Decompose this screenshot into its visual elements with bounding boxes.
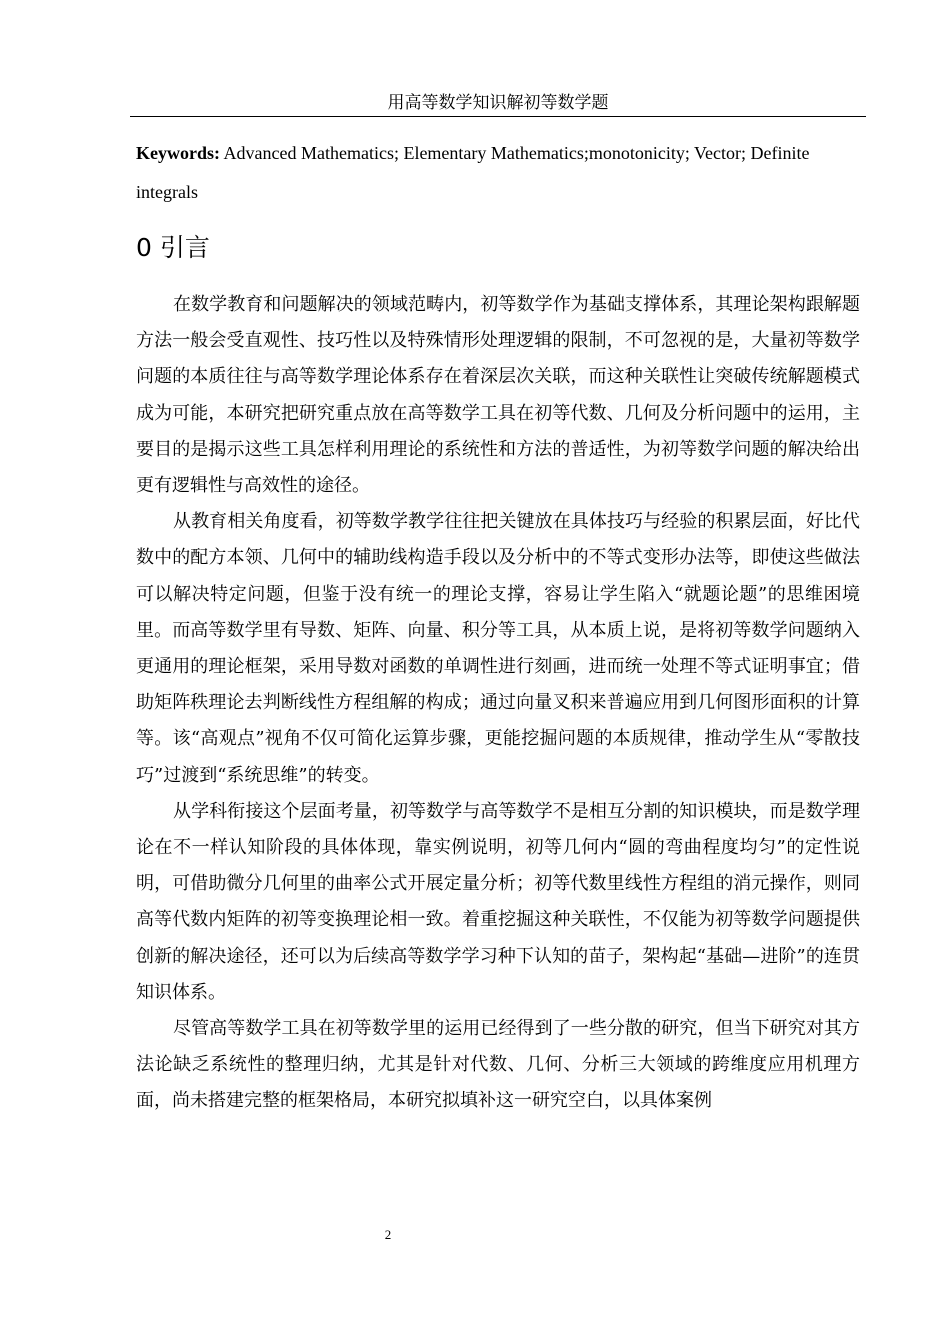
keywords-line	[136, 134, 862, 212]
paragraph: 从学科衔接这个层面考量，初等数学与高等数学不是相互分割的知识模块，而是数学理论在不一样认知阶段的具体体现，靠实例说明，初等几何内“圆的弯曲程度均匀”的定性说明，可借助微分几何里的曲率公式开展定量分析；初等代数里线性方程组的消元操作，则同高等代数内矩阵的初等变换理论相一致。着重挖掘这种关联性，不仅能为初等数学问题提供创新的解决途径，还可以为后续高等数学学习种下认知的苗子，架构起“基础—进阶”的连贯知识体系。	[136, 800, 860, 1003]
body-text	[136, 287, 860, 1120]
running-header: 用高等数学知识解初等数学题	[387, 93, 609, 113]
keywords-label: Keywords:	[136, 143, 220, 163]
paragraph: 尽管高等数学工具在初等数学里的运用已经得到了一些分散的研究，但当下研究对其方法论缺乏系统性的整理归纳，尤其是针对代数、几何、分析三大领域的跨维度应用机理方面，尚未搭建完整的框架格局，本研究拟填补这一研究空白，以具体案例	[136, 1018, 860, 1112]
section-title: 0 引言	[136, 233, 210, 262]
paragraph: 在数学教育和问题解决的领域范畴内，初等数学作为基础支撑体系，其理论架构跟解题方法一般会受直观性、技巧性以及特殊情形处理逻辑的限制，不可忽视的是，大量初等数学问题的本质往往与高等数学理论体系存在着深层次关联，而这种关联性让突破传统解题模式成为可能，本研究把研究重点放在高等数学工具在初等代数、几何及分析问题中的运用，主要目的是揭示这些工具怎样利用理论的系统性和方法的普适性，为初等数学问题的解决给出更有逻辑性与高效性的途径。	[136, 294, 860, 497]
keywords-text: Advanced Mathematics; Elementary Mathematics;monotonicity; Vector; Definite integrals	[136, 143, 810, 202]
paragraph: 从教育相关角度看，初等数学教学往往把关键放在具体技巧与经验的积累层面，好比代数中的配方本领、几何中的辅助线构造手段以及分析中的不等式变形办法等，即使这些做法可以解决特定问题，但鉴于没有统一的理论支撑，容易让学生陷入“就题论题”的思维困境里。而高等数学里有导数、矩阵、向量、积分等工具，从本质上说，是将初等数学问题纳入更通用的理论框架，采用导数对函数的单调性进行刻画，进而统一处理不等式证明事宜；借助矩阵秩理论去判断线性方程组解的构成；通过向量叉积来普遍应用到几何图形面积的计算等。该“高观点”视角不仅可简化运算步骤，更能挖掘问题的本质规律，推动学生从“零散技巧”过渡到“系统思维”的转变。	[136, 511, 860, 786]
page-number: 2	[384, 1227, 392, 1242]
header-rule	[130, 116, 866, 117]
